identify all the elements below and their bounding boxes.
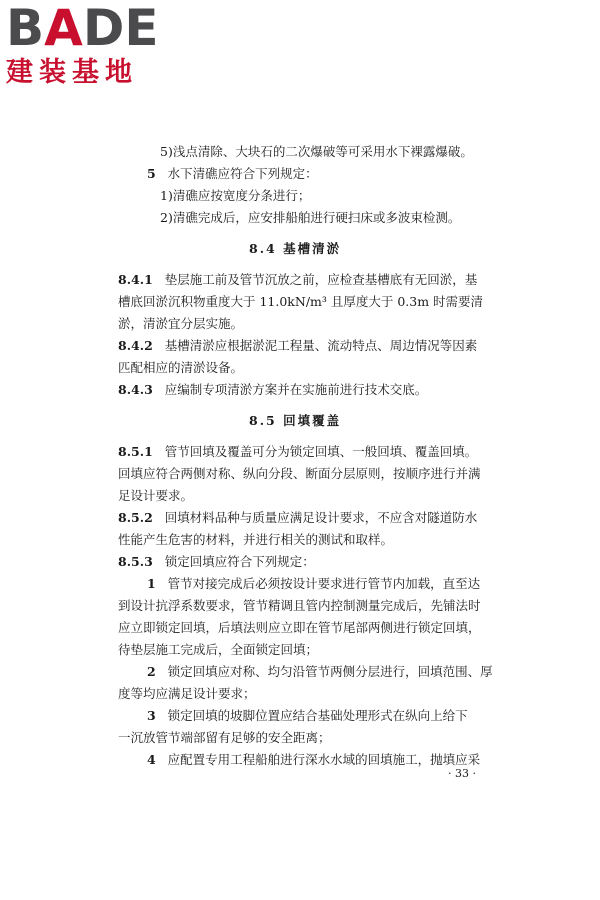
clause-8-5-2	[118, 509, 477, 527]
item-number: 2	[147, 664, 156, 679]
text-line: 匹配相应的清淤设备。	[118, 360, 244, 375]
clause-number: 8.4.2	[118, 338, 153, 353]
list-item	[147, 663, 493, 681]
clause-number: 8.4.1	[118, 272, 153, 287]
list-item	[147, 751, 480, 769]
clause-text: 锁定回填应符合下列规定：	[164, 554, 315, 569]
item-text: 锁定回填应对称、均匀沿管节两侧分层进行，回填范围、厚	[167, 664, 493, 679]
list-item	[147, 575, 480, 593]
clause-text: 基槽清淤应根据淤泥工程量、流动特点、周边情况等因素	[164, 338, 478, 353]
clause-number: 8.4.3	[118, 382, 153, 397]
clause-text: 管节回填及覆盖可分为锁定回填、一般回填、覆盖回填。	[164, 444, 478, 459]
item-number: 4	[147, 752, 156, 767]
text-line: 槽底回淤沉积物重度大于 11.0kN/m³ 且厚度大于 0.3m 时需要清	[118, 294, 484, 309]
bade-logo	[6, 2, 176, 88]
logo-letter-a: A	[44, 0, 83, 57]
text-line: 淤，清淤宜分层实施。	[118, 316, 244, 331]
item-text: 管节对接完成后必须按设计要求进行管节内加载，直至达	[167, 576, 481, 591]
text-line: 1)清礁应按宽度分条进行；	[160, 188, 311, 203]
item-text: 锁定回填的坡脚位置应结合基础处理形式在纵向上给下	[167, 708, 468, 723]
list-item	[147, 165, 318, 183]
text-line: 性能产生危害的材料，并进行相关的测试和取样。	[118, 532, 394, 547]
clause-8-4-2	[118, 337, 477, 355]
text-line: 2)清礁完成后，应安排船舶进行硬扫床或多波束检测。	[160, 210, 461, 225]
clause-number: 8.5.1	[118, 444, 153, 459]
text-line: 回填应符合两侧对称、纵向分段、断面分层原则，按顺序进行并满	[118, 466, 481, 481]
text-line: 一沉放管节端部留有足够的安全距离；	[118, 730, 331, 745]
item-number: 1	[147, 576, 156, 591]
section-heading-8-5: 8.5 回填覆盖	[249, 413, 342, 428]
clause-text: 回填材料品种与质量应满足设计要求，不应含对隧道防水	[164, 510, 478, 525]
logo-subtitle: 建装基地	[6, 57, 138, 88]
clause-number: 8.5.3	[118, 554, 153, 569]
list-item	[147, 707, 468, 725]
page-number: · 33 ·	[448, 767, 476, 780]
logo-letter-b: B	[6, 0, 45, 57]
item-text: 应配置专用工程船舶进行深水水域的回填施工，抛填应采	[167, 752, 481, 767]
text-line: 待垫层施工完成后，全面锁定回填；	[118, 642, 319, 657]
clause-8-5-1	[118, 443, 477, 461]
logo-wordmark	[6, 0, 176, 57]
clause-text: 应编制专项清淤方案并在实施前进行技术交底。	[164, 382, 428, 397]
text-line: 足设计要求。	[118, 488, 194, 503]
text-line: 5)浅点清除、大块石的二次爆破等可采用水下裸露爆破。	[160, 144, 473, 159]
item-text: 水下清礁应符合下列规定：	[167, 166, 318, 181]
section-heading-8-4: 8.4 基槽清淤	[249, 241, 342, 256]
item-number: 3	[147, 708, 156, 723]
text-line: 到设计抗浮系数要求，管节精调且管内控制测量完成后，先铺法时	[118, 598, 481, 613]
clause-text: 垫层施工前及管节沉放之前，应检查基槽底有无回淤，基	[164, 272, 478, 287]
clause-8-4-1	[118, 271, 477, 289]
clause-8-4-3	[118, 381, 427, 399]
clause-8-5-3	[118, 553, 315, 571]
text-line: 度等均应满足设计要求；	[118, 686, 256, 701]
logo-letters-de: DE	[82, 0, 159, 57]
item-number: 5	[147, 166, 156, 181]
text-line: 应立即锁定回填，后填法则应立即在管节尾部两侧进行锁定回填，	[118, 620, 481, 635]
clause-number: 8.5.2	[118, 510, 153, 525]
